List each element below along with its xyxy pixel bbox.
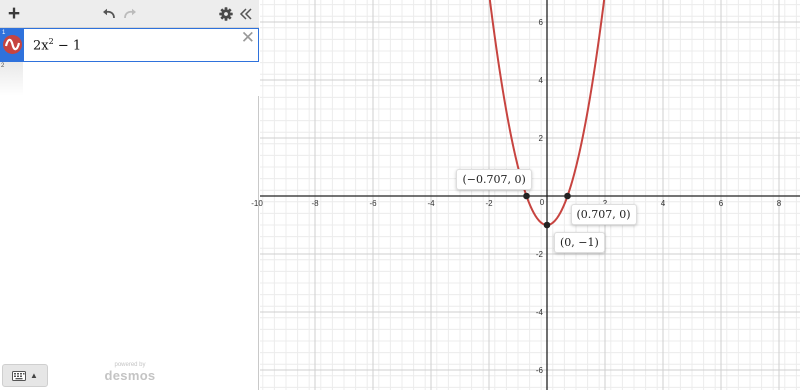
keypad-toggle-button[interactable] (2, 364, 48, 387)
gear-icon (219, 7, 233, 21)
redo-button[interactable] (121, 4, 139, 24)
y-tick-label: 6 (538, 18, 543, 27)
caret-up-icon: ▲ (30, 371, 38, 380)
expression-index: 2 (1, 63, 5, 69)
x-tick-label: -6 (369, 199, 377, 208)
point-label[interactable]: (0.707, 0) (571, 204, 637, 225)
x-tick-label: -2 (485, 199, 493, 208)
close-icon[interactable]: ✕ (240, 28, 255, 47)
expression-index: 1 (2, 30, 6, 36)
x-tick-label: -10 (251, 199, 263, 208)
expression-tab (1, 29, 24, 61)
redo-icon (123, 8, 137, 20)
expression-panel (0, 0, 259, 390)
keyboard-icon (12, 371, 26, 381)
collapse-panel-button[interactable] (237, 4, 255, 24)
undo-button[interactable] (100, 4, 118, 24)
expression-tab (0, 62, 23, 96)
point-marker (544, 222, 551, 229)
undo-icon (102, 8, 116, 20)
double-chevron-left-icon (239, 8, 253, 20)
point-marker (523, 193, 530, 200)
expression-input[interactable] (33, 37, 81, 53)
x-tick-label: -4 (427, 199, 435, 208)
powered-by-text: powered by (114, 362, 146, 368)
y-tick-label: 2 (538, 134, 543, 143)
y-tick-label: -2 (535, 250, 543, 259)
point-label[interactable]: (−0.707, 0) (456, 169, 531, 190)
expression-rest: − 1 (53, 38, 82, 54)
toggle-visibility-button[interactable] (3, 35, 22, 54)
expression-base: 2x (33, 38, 49, 54)
x-tick-label: 6 (718, 199, 724, 208)
expression-row-1[interactable] (0, 28, 259, 62)
x-tick-label: 4 (660, 199, 666, 208)
expression-exponent: 2 (48, 37, 54, 46)
add-expression-button[interactable]: + (7, 2, 21, 25)
y-tick-label: -4 (535, 308, 543, 317)
graph-canvas[interactable] (251, 0, 800, 390)
x-tick-label: 0 (539, 198, 545, 207)
expression-toolbar (0, 0, 259, 28)
x-tick-label: -8 (311, 199, 319, 208)
expression-row-2[interactable] (0, 62, 259, 96)
point-marker (564, 193, 571, 200)
point-label[interactable]: (0, −1) (554, 232, 605, 253)
graph-settings-button[interactable] (217, 4, 235, 24)
desmos-wordmark: desmos (104, 368, 156, 383)
sine-wave-icon (3, 35, 22, 54)
y-tick-label: 4 (538, 76, 543, 85)
y-tick-label: -6 (535, 366, 543, 375)
graph-plot[interactable] (251, 0, 800, 390)
desmos-logo (103, 362, 157, 383)
x-tick-label: 8 (776, 199, 782, 208)
